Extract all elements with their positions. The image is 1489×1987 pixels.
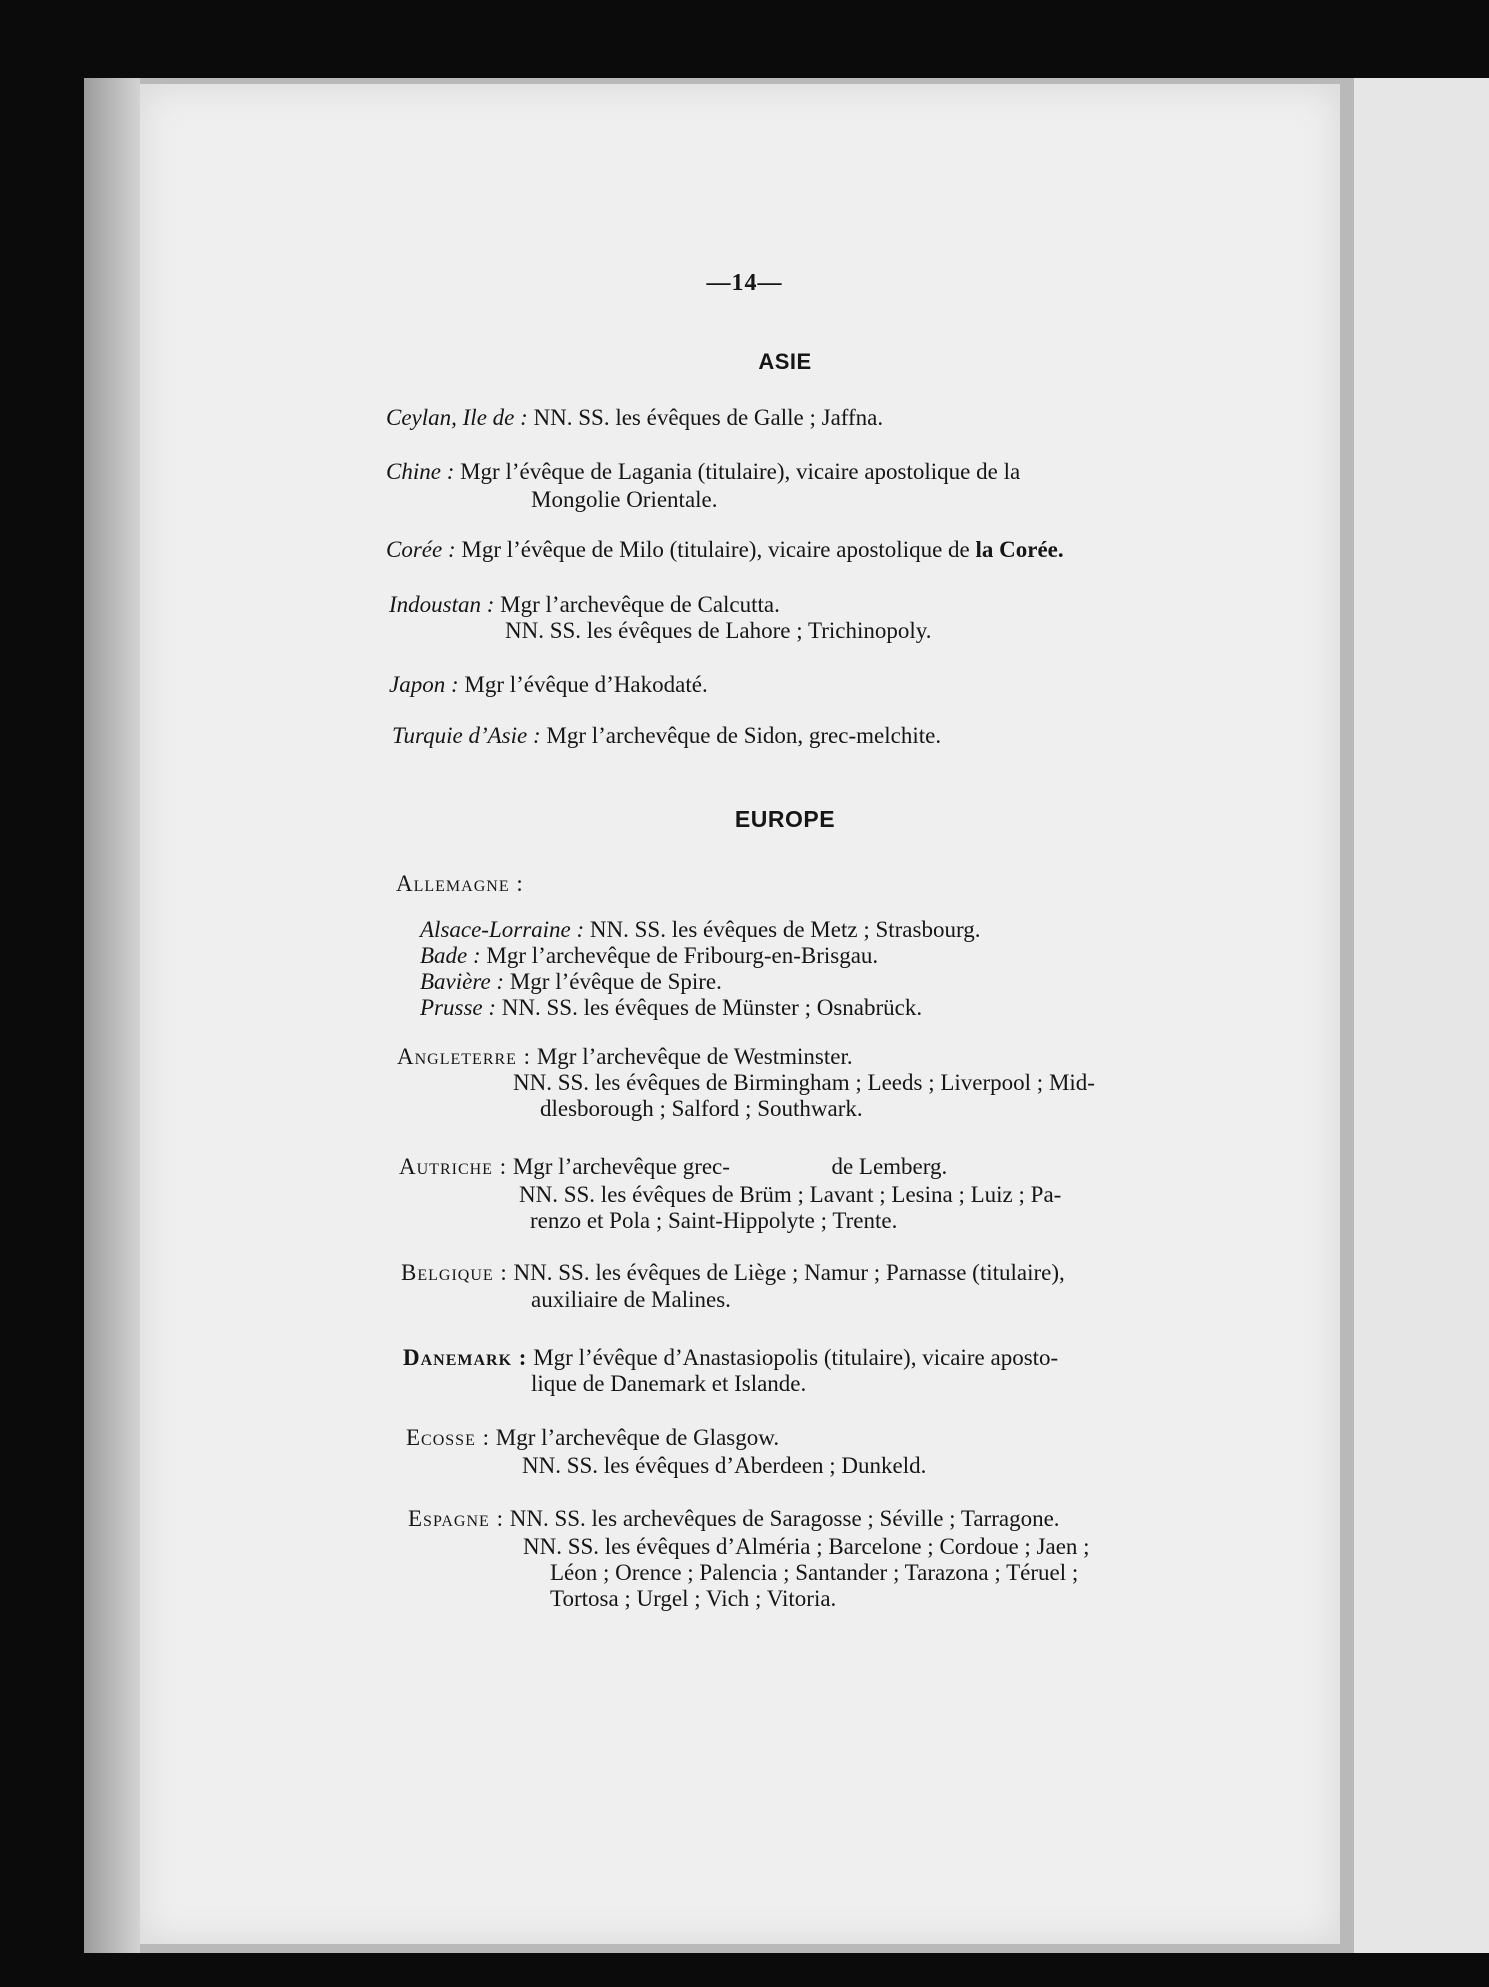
entry-belgique-cont: auxiliaire de Malines.	[531, 1287, 731, 1312]
section-title-europe: EUROPE	[734, 806, 836, 832]
entry-label: Bavière :	[420, 969, 505, 994]
entry-japon	[389, 672, 708, 698]
entry-text: NN. SS. les archevêques de Saragosse ; Séville ; Tarragone.	[509, 1506, 1060, 1531]
entry-text-bold: la Corée.	[975, 537, 1064, 562]
entry-indoustan-cont: NN. SS. les évêques de Lahore ; Trichinopoly.	[505, 618, 932, 643]
entry-label: Chine :	[386, 459, 455, 484]
entry-ecosse	[406, 1425, 779, 1451]
entry-angleterre-cont: NN. SS. les évêques de Birmingham ; Leeds ; Liverpool ; Mid-	[513, 1070, 1095, 1095]
entry-label: Prusse :	[420, 995, 497, 1020]
entry-allemagne-label: Allemagne :	[396, 871, 524, 896]
page-number: —14—	[706, 270, 783, 296]
entry-alsace	[420, 917, 980, 943]
entry-text: Mgr l’évêque de Lagania (titulaire), vicaire apostolique de la	[460, 459, 1021, 484]
entry-label: Corée :	[386, 537, 456, 562]
entry-label: Alsace-Lorraine :	[420, 917, 585, 942]
entry-text: Mgr l’archevêque de Westminster.	[536, 1044, 853, 1069]
entry-ceylan	[386, 405, 883, 431]
entry-label: Angleterre :	[397, 1044, 532, 1069]
entry-danemark	[403, 1345, 1058, 1371]
entry-espagne-cont: NN. SS. les évêques d’Alméria ; Barcelone ; Cordoue ; Jaen ;	[523, 1534, 1090, 1559]
entry-text: Mgr l’archevêque de Glasgow.	[495, 1425, 780, 1450]
entry-bade	[420, 943, 878, 969]
entry-text: NN. SS. les évêques de Münster ; Osnabrück.	[501, 995, 923, 1020]
entry-label: Autriche :	[399, 1154, 508, 1179]
entry-text: NN. SS. les évêques de Metz ; Strasbourg.	[589, 917, 981, 942]
entry-autriche	[399, 1154, 947, 1180]
entry-label: Espagne :	[408, 1506, 504, 1531]
entry-ecosse-cont: NN. SS. les évêques d’Aberdeen ; Dunkeld.	[522, 1453, 927, 1478]
entry-text: NN. SS. les évêques de Galle ; Jaffna.	[533, 405, 884, 430]
entry-text: Mgr l’archevêque de Fribourg-en-Brisgau.	[486, 943, 879, 968]
entry-angleterre	[397, 1044, 853, 1070]
entry-text: Mgr l’évêque de Milo (titulaire), vicaire apostolique de	[461, 537, 970, 562]
entry-text: Mgr l’évêque d’Hakodaté.	[464, 672, 708, 697]
entry-turquie	[392, 723, 941, 749]
entry-label: Ceylan, Ile de :	[386, 405, 528, 430]
entry-coree	[386, 537, 1064, 563]
entry-chine	[386, 459, 1020, 485]
entry-angleterre-cont2: dlesborough ; Salford ; Southwark.	[540, 1096, 863, 1121]
entry-indoustan	[389, 592, 780, 618]
entry-espagne-cont2: Léon ; Orence ; Palencia ; Santander ; Tarazona ; Téruel ;	[550, 1560, 1079, 1585]
entry-baviere	[420, 969, 722, 995]
entry-text-end: de Lemberg.	[831, 1154, 948, 1179]
entry-label: Turquie d’Asie :	[392, 723, 541, 748]
entry-autriche-cont2: renzo et Pola ; Saint-Hippolyte ; Trente.	[530, 1208, 898, 1233]
entry-text: Mgr l’archevêque grec-	[512, 1154, 730, 1179]
entry-label: Ecosse :	[406, 1425, 490, 1450]
entry-autriche-cont: NN. SS. les évêques de Brüm ; Lavant ; Lesina ; Luiz ; Pa-	[519, 1182, 1062, 1207]
entry-chine-cont: Mongolie Orientale.	[531, 487, 718, 512]
entry-label: Belgique :	[401, 1260, 508, 1285]
entry-label: Danemark :	[403, 1345, 528, 1370]
entry-belgique	[401, 1260, 1065, 1286]
entry-prusse	[420, 995, 922, 1021]
entry-text: Mgr l’archevêque de Calcutta.	[500, 592, 780, 617]
entry-text: Mgr l’évêque d’Anastasiopolis (titulaire), vicaire aposto-	[533, 1345, 1059, 1370]
entry-label: Japon :	[389, 672, 459, 697]
entry-text: Mgr l’évêque de Spire.	[509, 969, 722, 994]
entry-espagne-cont3: Tortosa ; Urgel ; Vich ; Vitoria.	[550, 1586, 837, 1611]
entry-label: Bade :	[420, 943, 481, 968]
entry-danemark-cont: lique de Danemark et Islande.	[531, 1371, 807, 1396]
entry-label: Indoustan :	[389, 592, 495, 617]
entry-text: Mgr l’archevêque de Sidon, grec-melchite.	[546, 723, 942, 748]
entry-text: NN. SS. les évêques de Liège ; Namur ; Parnasse (titulaire),	[513, 1260, 1065, 1285]
entry-espagne	[408, 1506, 1060, 1532]
section-title-asie: ASIE	[758, 349, 812, 374]
